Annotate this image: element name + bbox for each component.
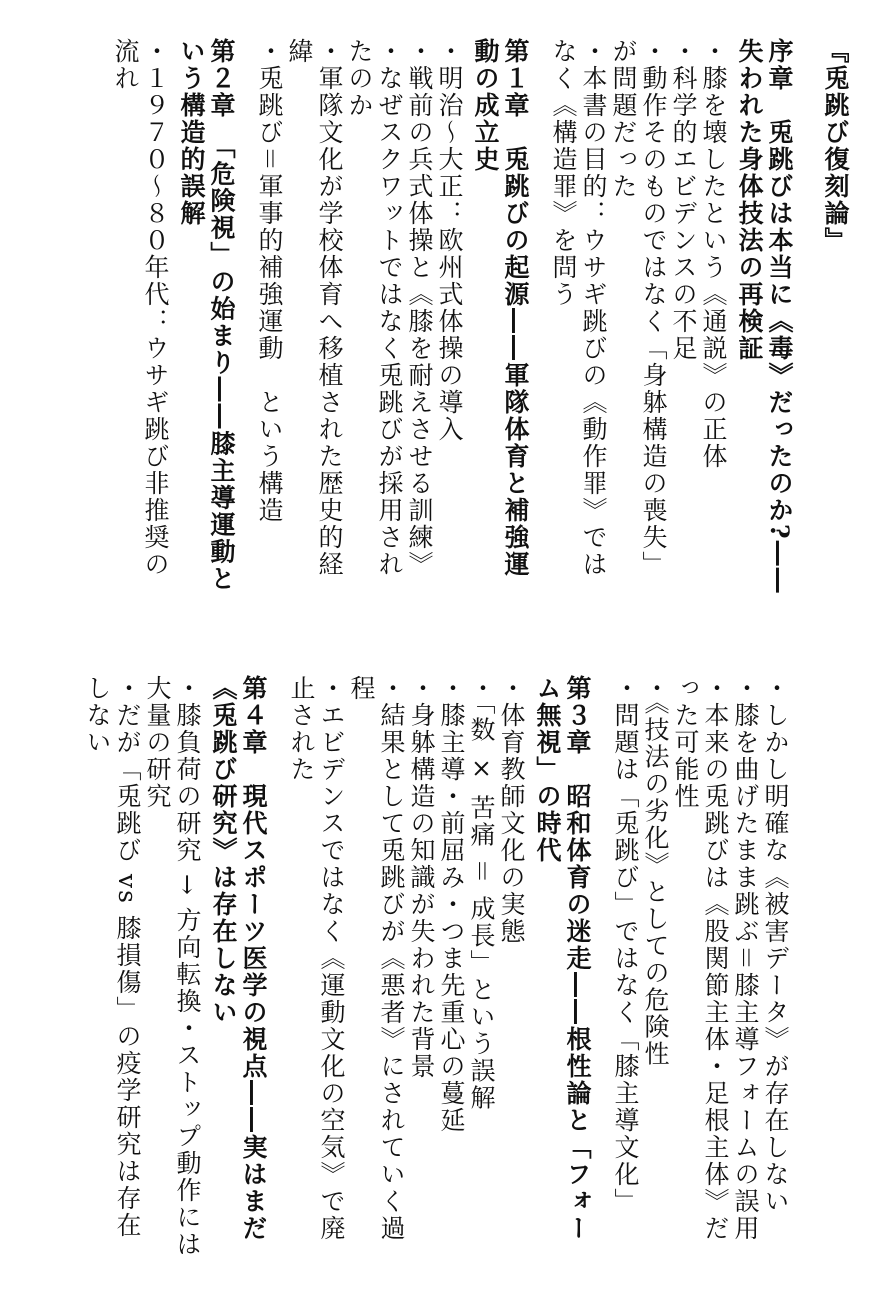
bullet-item: ・膝負荷の研究 → 方向転換・ストップ動作には大量の研究 [143, 675, 202, 1258]
bullet-item: ・膝主導・前屈み・つま先重心の蔓延 [437, 675, 466, 1134]
bullet-item: ・科学的エビデンスの不足 [669, 38, 698, 362]
bullet-item: ・「数 × 苦痛 ＝ 成長」という誤解 [467, 675, 496, 1112]
bullet-item: ・本来の兎跳びは《股関節主体・足根主体》だった可能性 [671, 675, 730, 1242]
book-title: 『兎跳び復刻論』 [821, 38, 850, 254]
bullet-item: ・しかし明確な《被害データ》が存在しない [761, 675, 790, 1215]
chapter-heading: 第２章 「危険視」の始まり――膝主導運動という構造的誤解 [177, 38, 236, 593]
bullet-item: ・体育教師文化の実態 [497, 675, 526, 945]
bullet-item: ・問題は「兎跳び」ではなく「膝主導文化」 [611, 675, 640, 1215]
chapter-heading: 第３章 昭和体育の迷走――根性論と「フォーム無視」の時代 [533, 675, 592, 1242]
bullet-item: ・膝を曲げたまま跳ぶ＝膝主導フォームの誤用 [731, 675, 760, 1243]
bullet-item: ・１９７０〜８０年代：ウサギ跳び非推奨の流れ [111, 38, 170, 578]
bullet-item: ・身躰構造の知識が失われた背景 [407, 675, 436, 1080]
bullet-item: ・戦前の兵式体操と《膝を耐えさせる訓練》 [405, 38, 434, 578]
bullet-item: ・膝を壊したという《通説》の正体 [699, 38, 728, 470]
bottom-column-block [20, 675, 790, 1265]
bullet-item: ・兎跳び＝軍事的補強運動 という構造 [255, 38, 284, 525]
bullet-item: ・《技法の劣化》としての危険性 [641, 675, 670, 1068]
chapter-heading: 第４章 現代スポーツ医学の視点――実はまだ《兎跳び研究》は存在しない [209, 675, 268, 1242]
bullet-item: ・だが「兎跳び vs 膝損傷」の疫学研究は存在しない [83, 675, 142, 1239]
bullet-item: ・動作そのものではなく「身躰構造の喪失」が問題だった [609, 38, 668, 578]
top-column-block [20, 38, 850, 598]
bullet-item: ・軍隊文化が学校体育へ移植された歴史的経緯 [285, 38, 344, 578]
chapter-heading: 第１章 兎跳びの起源――軍隊体育と補強運動の成立史 [471, 38, 530, 578]
chapter-heading: 序章 兎跳びは本当に《毒》だったのか?――失われた身体技法の再検証 [735, 38, 794, 595]
bullet-item: ・結果として兎跳びが《悪者》にされていく過程 [347, 675, 406, 1242]
bullet-item: ・なぜスクワットではなく兎跳びが採用されたのか [345, 38, 404, 578]
bullet-item: ・本書の目的：ウサギ跳びの《動作罪》ではなく《構造罪》を問う [549, 38, 608, 578]
bullet-item: ・エビデンスではなく《運動文化の空気》で廃止された [287, 675, 346, 1242]
bullet-item: ・明治〜大正：欧州式体操の導入 [435, 38, 464, 443]
